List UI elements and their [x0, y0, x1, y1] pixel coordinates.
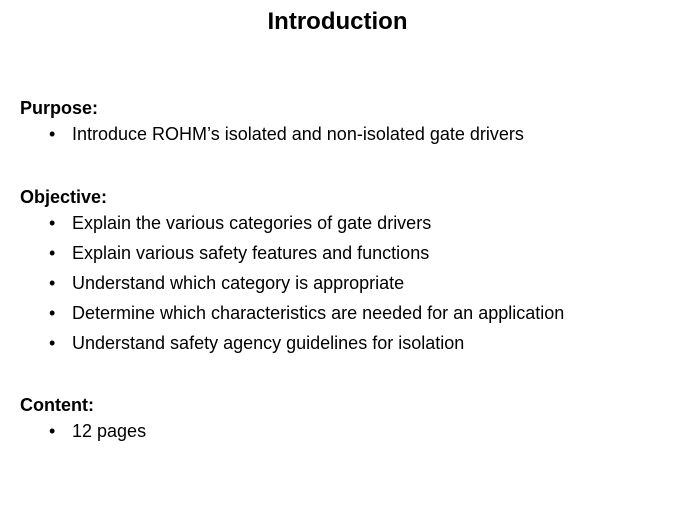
- purpose-bullet-list: [20, 119, 670, 149]
- slide-title: Introduction: [267, 8, 408, 35]
- bullet-icon: •: [49, 333, 56, 353]
- bullet-text: 12 pages: [72, 421, 147, 441]
- bullet-text: Determine which characteristics are needed for an application: [72, 303, 565, 323]
- bullet-text: Understand which category is appropriate: [72, 273, 405, 293]
- bullet-item: [20, 119, 670, 149]
- section-heading-content: Content:: [20, 395, 94, 415]
- bullet-item: [20, 328, 670, 358]
- section-heading-objective: Objective:: [20, 187, 108, 207]
- bullet-icon: •: [49, 273, 56, 293]
- bullet-icon: •: [49, 213, 56, 233]
- bullet-text: Explain the various categories of gate drivers: [72, 213, 432, 233]
- bullet-text: Understand safety agency guidelines for isolation: [72, 333, 465, 353]
- objective-section: [20, 186, 670, 358]
- purpose-section: [20, 97, 670, 149]
- bullet-icon: •: [49, 421, 56, 441]
- bullet-item: [20, 416, 670, 446]
- bullet-icon: •: [49, 303, 56, 323]
- objective-bullet-list: [20, 208, 670, 358]
- bullet-icon: •: [49, 243, 56, 263]
- bullet-item: [20, 238, 670, 268]
- section-heading-purpose: Purpose:: [20, 98, 99, 118]
- bullet-item: [20, 298, 670, 328]
- content-bullet-list: [20, 416, 670, 446]
- bullet-item: [20, 208, 670, 238]
- content-section: [20, 394, 670, 446]
- bullet-text: Introduce ROHM’s isolated and non-isolated gate drivers: [72, 124, 524, 144]
- bullet-text: Explain various safety features and functions: [72, 243, 430, 263]
- bullet-icon: •: [49, 124, 56, 144]
- bullet-item: [20, 268, 670, 298]
